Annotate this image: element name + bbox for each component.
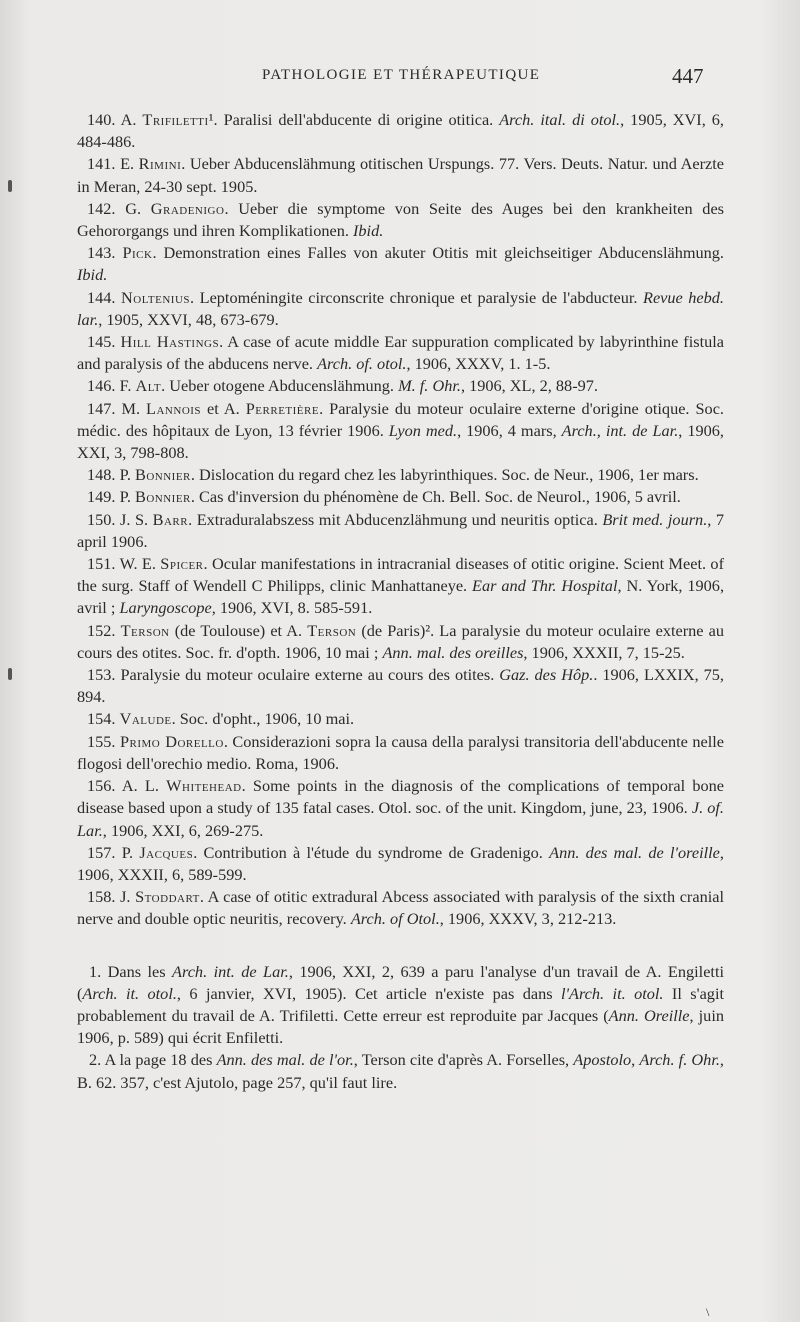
journal-title: J. of. Lar. xyxy=(77,798,724,840)
author-name: Terson xyxy=(120,620,170,640)
journal-title: Ibid. xyxy=(352,221,384,241)
bibliography-entry xyxy=(77,620,724,664)
bibliography-entry-number: 148. xyxy=(87,465,116,485)
citation-text: P. xyxy=(115,487,135,507)
bibliography-entry-number: 140. xyxy=(87,110,116,129)
bibliography-entry xyxy=(77,486,724,508)
citation-text: . Considerazioni sopra la causa della paralysi transitoria dell'abducente nelle flogosi dell'orechio medio. Roma, 1906. xyxy=(77,731,724,773)
citation-text: ¹. Paralisi dell'abducente di origine otitica. xyxy=(208,110,500,129)
author-name: Noltenius xyxy=(121,287,191,307)
citation-text: , 1906, XXI, 3, 798-808. xyxy=(77,420,724,463)
citation-text: . Extraduralabszess mit Abducenzlähmung und neuritis optica. xyxy=(188,509,603,529)
author-name: Spicer xyxy=(160,554,204,574)
author-name: Valude xyxy=(119,709,172,729)
running-title: PATHOLOGIE ET THÉRAPEUTIQUE xyxy=(262,67,541,83)
journal-title: Lyon med. xyxy=(388,420,458,440)
journal-title: M. f. Ohr. xyxy=(398,376,461,396)
journal-title: Laryngoscope xyxy=(119,598,212,618)
journal-title: Ann. des mal. de l'oreille xyxy=(549,842,720,862)
citation-text: . Ueber otogene Abducenslähmung. xyxy=(161,376,399,396)
author-name: Jacques xyxy=(139,842,194,862)
author-name: Gradenigo xyxy=(150,198,225,218)
citation-text: A. xyxy=(115,110,143,129)
citation-text: . Ueber Abducenslähmung otitischen Urspungs. 77. Vers. Deuts. Natur. und Aerzte in Meran, 24-30 sept. 1905. xyxy=(77,154,724,196)
citation-text: . Contribution à l'étude du syndrome de Gradenigo. xyxy=(193,842,550,862)
citation-text: , 1906, XXXII, 7, 15-25. xyxy=(523,642,685,662)
author-name: Terson xyxy=(307,620,357,640)
author-name: Alt xyxy=(135,376,162,396)
citation-text: . Leptoméningite circonscrite chronique et paralysie de l'abducteur. xyxy=(190,287,643,307)
bibliography-entry xyxy=(77,553,724,620)
citation-text: . A case of otitic extradural Abcess associated with paralysis of the sixth cranial nerve and double optic neuritis, recovery. xyxy=(77,887,724,929)
journal-title: Arch., int. de Lar. xyxy=(561,420,679,440)
footnote xyxy=(77,961,724,1050)
bibliography-entry-number: 149. xyxy=(87,487,116,507)
bibliography-entry xyxy=(77,842,724,886)
binding-mark xyxy=(8,180,12,192)
citation-text: W. E. xyxy=(115,554,161,574)
citation-text: , juin 1906, p. 589) qui écrit Enfiletti. xyxy=(77,1005,724,1048)
citation-text: Paralysie du moteur oculaire externe au cours des otites. xyxy=(115,665,500,685)
binding-mark xyxy=(8,668,12,680)
page-number: 447 xyxy=(672,64,704,88)
bibliography-entry xyxy=(77,375,724,397)
citation-text: , 1906, XXXII, 6, 589-599. xyxy=(77,842,724,884)
author-name: Barr xyxy=(152,509,189,529)
author-name: Pick xyxy=(122,243,153,263)
bibliography-entry xyxy=(77,287,724,331)
bibliography-entry-number: 152. xyxy=(87,620,116,640)
citation-text: P. xyxy=(115,465,135,485)
journal-title: Ann. des mal. de l'or. xyxy=(216,1050,354,1070)
bibliography-entry xyxy=(77,242,724,286)
journal-title: Arch. it. otol. xyxy=(82,983,177,1003)
stray-mark: \ xyxy=(706,1305,710,1319)
citation-text: , 1906, XXXV, 3, 212-213. xyxy=(439,909,617,929)
citation-text: . Paralysie du moteur oculaire externe d'origine otique. Soc. médic. des hôpitaux de Lyon, 13 février 1906. xyxy=(77,398,724,440)
journal-title: Ibid. xyxy=(77,265,108,285)
bibliography-list xyxy=(77,109,724,931)
author-name: Hill Hastings xyxy=(120,332,220,352)
citation-text: A la page 18 des xyxy=(101,1050,217,1070)
author-name: Whitehead xyxy=(166,776,242,796)
citation-text: M. xyxy=(115,398,147,418)
citation-text: Dans les xyxy=(101,961,173,981)
bibliography-entry-number: 141. xyxy=(87,154,116,174)
bibliography-entry-number: 157. xyxy=(87,842,116,862)
citation-text: . A case of acute middle Ear suppuration complicated by labyrinthine fistula and paralysis of the abducens nerve. xyxy=(77,332,725,374)
citation-text: , 1906, XL, 2, 88-97. xyxy=(460,376,598,396)
citation-text: . Cas d'inversion du phénomène de Ch. Bell. Soc. de Neurol., 1906, 5 avril. xyxy=(190,487,681,507)
bibliography-body xyxy=(77,109,724,1094)
citation-text: P. xyxy=(115,842,140,862)
bibliography-entry xyxy=(77,109,724,153)
citation-text: , 1905, XVI, 6, 484-486. xyxy=(77,110,724,152)
footnote-number: 2. xyxy=(89,1050,102,1070)
citation-text: J. xyxy=(115,887,136,907)
citation-text: F. xyxy=(115,376,136,396)
bibliography-entry xyxy=(77,731,724,775)
bibliography-entry xyxy=(77,509,724,553)
bibliography-entry-number: 158. xyxy=(87,887,116,907)
citation-text: . Soc. d'opht., 1906, 10 mai. xyxy=(171,709,355,729)
journal-title: Brit med. journ. xyxy=(602,509,708,529)
author-name: Perretière xyxy=(245,398,320,418)
bibliography-entry xyxy=(77,886,724,930)
citation-text: . Dislocation du regard chez les labyrinthiques. Soc. de Neur., 1906, 1er mars. xyxy=(190,465,699,485)
author-name: Stoddart xyxy=(135,887,200,907)
citation-text: , Terson cite d'après A. Forselles, xyxy=(353,1050,574,1070)
citation-text: (de Paris)². La paralysie du moteur oculaire externe au cours des otites. Soc. fr. d'opth. 1906, 10 mai ; xyxy=(77,620,724,662)
citation-text: , B. 62. 357, c'est Ajutolo, page 257, qu'il faut lire. xyxy=(77,1050,724,1092)
bibliography-entry-number: 151. xyxy=(87,554,116,574)
citation-text: , 1906, 4 mars, xyxy=(457,420,562,440)
citation-text: . Ueber die symptome von Seite des Auges bei den krankheiten des Gehororgangs und ihren Komplikationen. xyxy=(77,198,725,241)
bibliography-entry-number: 145. xyxy=(87,332,116,352)
citation-text: , 1906, XXI, 6, 269-275. xyxy=(102,820,264,840)
journal-title: Arch. of. otol. xyxy=(317,354,407,374)
footnotes xyxy=(77,961,724,1094)
journal-title: Arch. f. Ohr. xyxy=(639,1050,720,1070)
citation-text: . Demonstration eines Falles von akuter Otitis mit gleichseitiger Abducenslähmung. xyxy=(152,243,724,263)
author-name: Primo Dorello xyxy=(119,731,224,751)
bibliography-entry xyxy=(77,708,724,730)
bibliography-entry xyxy=(77,153,724,197)
citation-text: (de Toulouse) et A. xyxy=(169,620,308,640)
journal-title: Arch. ital. di otol. xyxy=(499,110,621,129)
journal-title: Arch. int. de Lar. xyxy=(172,961,289,981)
author-name: Lannois xyxy=(146,398,202,418)
bibliography-entry xyxy=(77,198,724,242)
citation-text: , 1906, XXXV, 1. 1-5. xyxy=(406,354,551,374)
journal-title: Apostolo xyxy=(573,1050,632,1070)
journal-title: Revue hebd. lar. xyxy=(77,287,724,329)
bibliography-entry-number: 147. xyxy=(87,398,116,418)
citation-text: . 1906, LXXIX, 75, 894. xyxy=(77,665,724,707)
bibliography-entry-number: 142. xyxy=(87,198,116,218)
citation-text: J. S. xyxy=(115,509,153,529)
journal-title: Arch. of Otol. xyxy=(350,909,440,929)
bibliography-entry xyxy=(77,775,724,842)
citation-text: A. L. xyxy=(115,776,167,796)
citation-text: . Some points in the diagnosis of the complications of temporal bone disease based upon a study of 135 fatal cases. Otol. soc. of the unit. Kingdom, june, 23, 1906. xyxy=(77,776,725,818)
author-name: Bonnier xyxy=(134,487,191,507)
author-name: Trifiletti xyxy=(142,110,209,129)
bibliography-entry xyxy=(77,664,724,708)
journal-title: Ann. mal. des oreilles xyxy=(382,642,524,662)
journal-title: Gaz. des Hôp. xyxy=(499,665,594,685)
citation-text: G. xyxy=(115,198,151,218)
author-name: Rimini xyxy=(138,154,182,174)
bibliography-entry-number: 150. xyxy=(87,509,116,529)
bibliography-entry xyxy=(77,331,724,375)
bibliography-entry-number: 155. xyxy=(87,731,116,751)
bibliography-entry-number: 153. xyxy=(87,665,116,685)
bibliography-entry xyxy=(77,464,724,486)
bibliography-entry-number: 156. xyxy=(87,776,116,796)
citation-text: , 1905, XXVI, 48, 673-679. xyxy=(98,309,279,329)
journal-title: l'Arch. it. otol. xyxy=(561,983,664,1003)
citation-text: , xyxy=(631,1050,640,1070)
citation-text: . Ocular manifestations in intracranial diseases of otitic origine. Scient Meet. of the surg. Staff of Wendell C Philipps, clinic Manhattaneye. xyxy=(77,554,724,596)
citation-text: E. xyxy=(115,154,139,174)
bibliography-entry-number: 143. xyxy=(87,243,116,263)
citation-text: , 1906, XVI, 8. 585-591. xyxy=(211,598,373,618)
citation-text: , 1906, XXI, 2, 639 a paru l'analyse d'un travail de A. Engiletti ( xyxy=(77,961,724,1003)
citation-text: , 7 april 1906. xyxy=(77,509,725,551)
bibliography-entry-number: 154. xyxy=(87,709,116,729)
footnote xyxy=(77,1049,724,1093)
footnote-number: 1. xyxy=(89,961,102,981)
bibliography-entry-number: 146. xyxy=(87,376,116,396)
bibliography-entry-number: 144. xyxy=(87,287,116,307)
bibliography-entry xyxy=(77,398,724,465)
page-header xyxy=(0,64,800,92)
citation-text: Il s'agit probablement du travail de A. Trifiletti. Cette erreur est reproduite par Jacques ( xyxy=(77,983,724,1025)
citation-text: , 6 janvier, XVI, 1905). Cet article n'existe pas dans xyxy=(176,983,561,1003)
citation-text: , N. York, 1906, avril ; xyxy=(77,576,725,618)
citation-text: et A. xyxy=(201,398,246,418)
journal-title: Ann. Oreille xyxy=(608,1005,690,1025)
journal-title: Ear and Thr. Hospital xyxy=(472,576,618,596)
author-name: Bonnier xyxy=(134,465,191,485)
